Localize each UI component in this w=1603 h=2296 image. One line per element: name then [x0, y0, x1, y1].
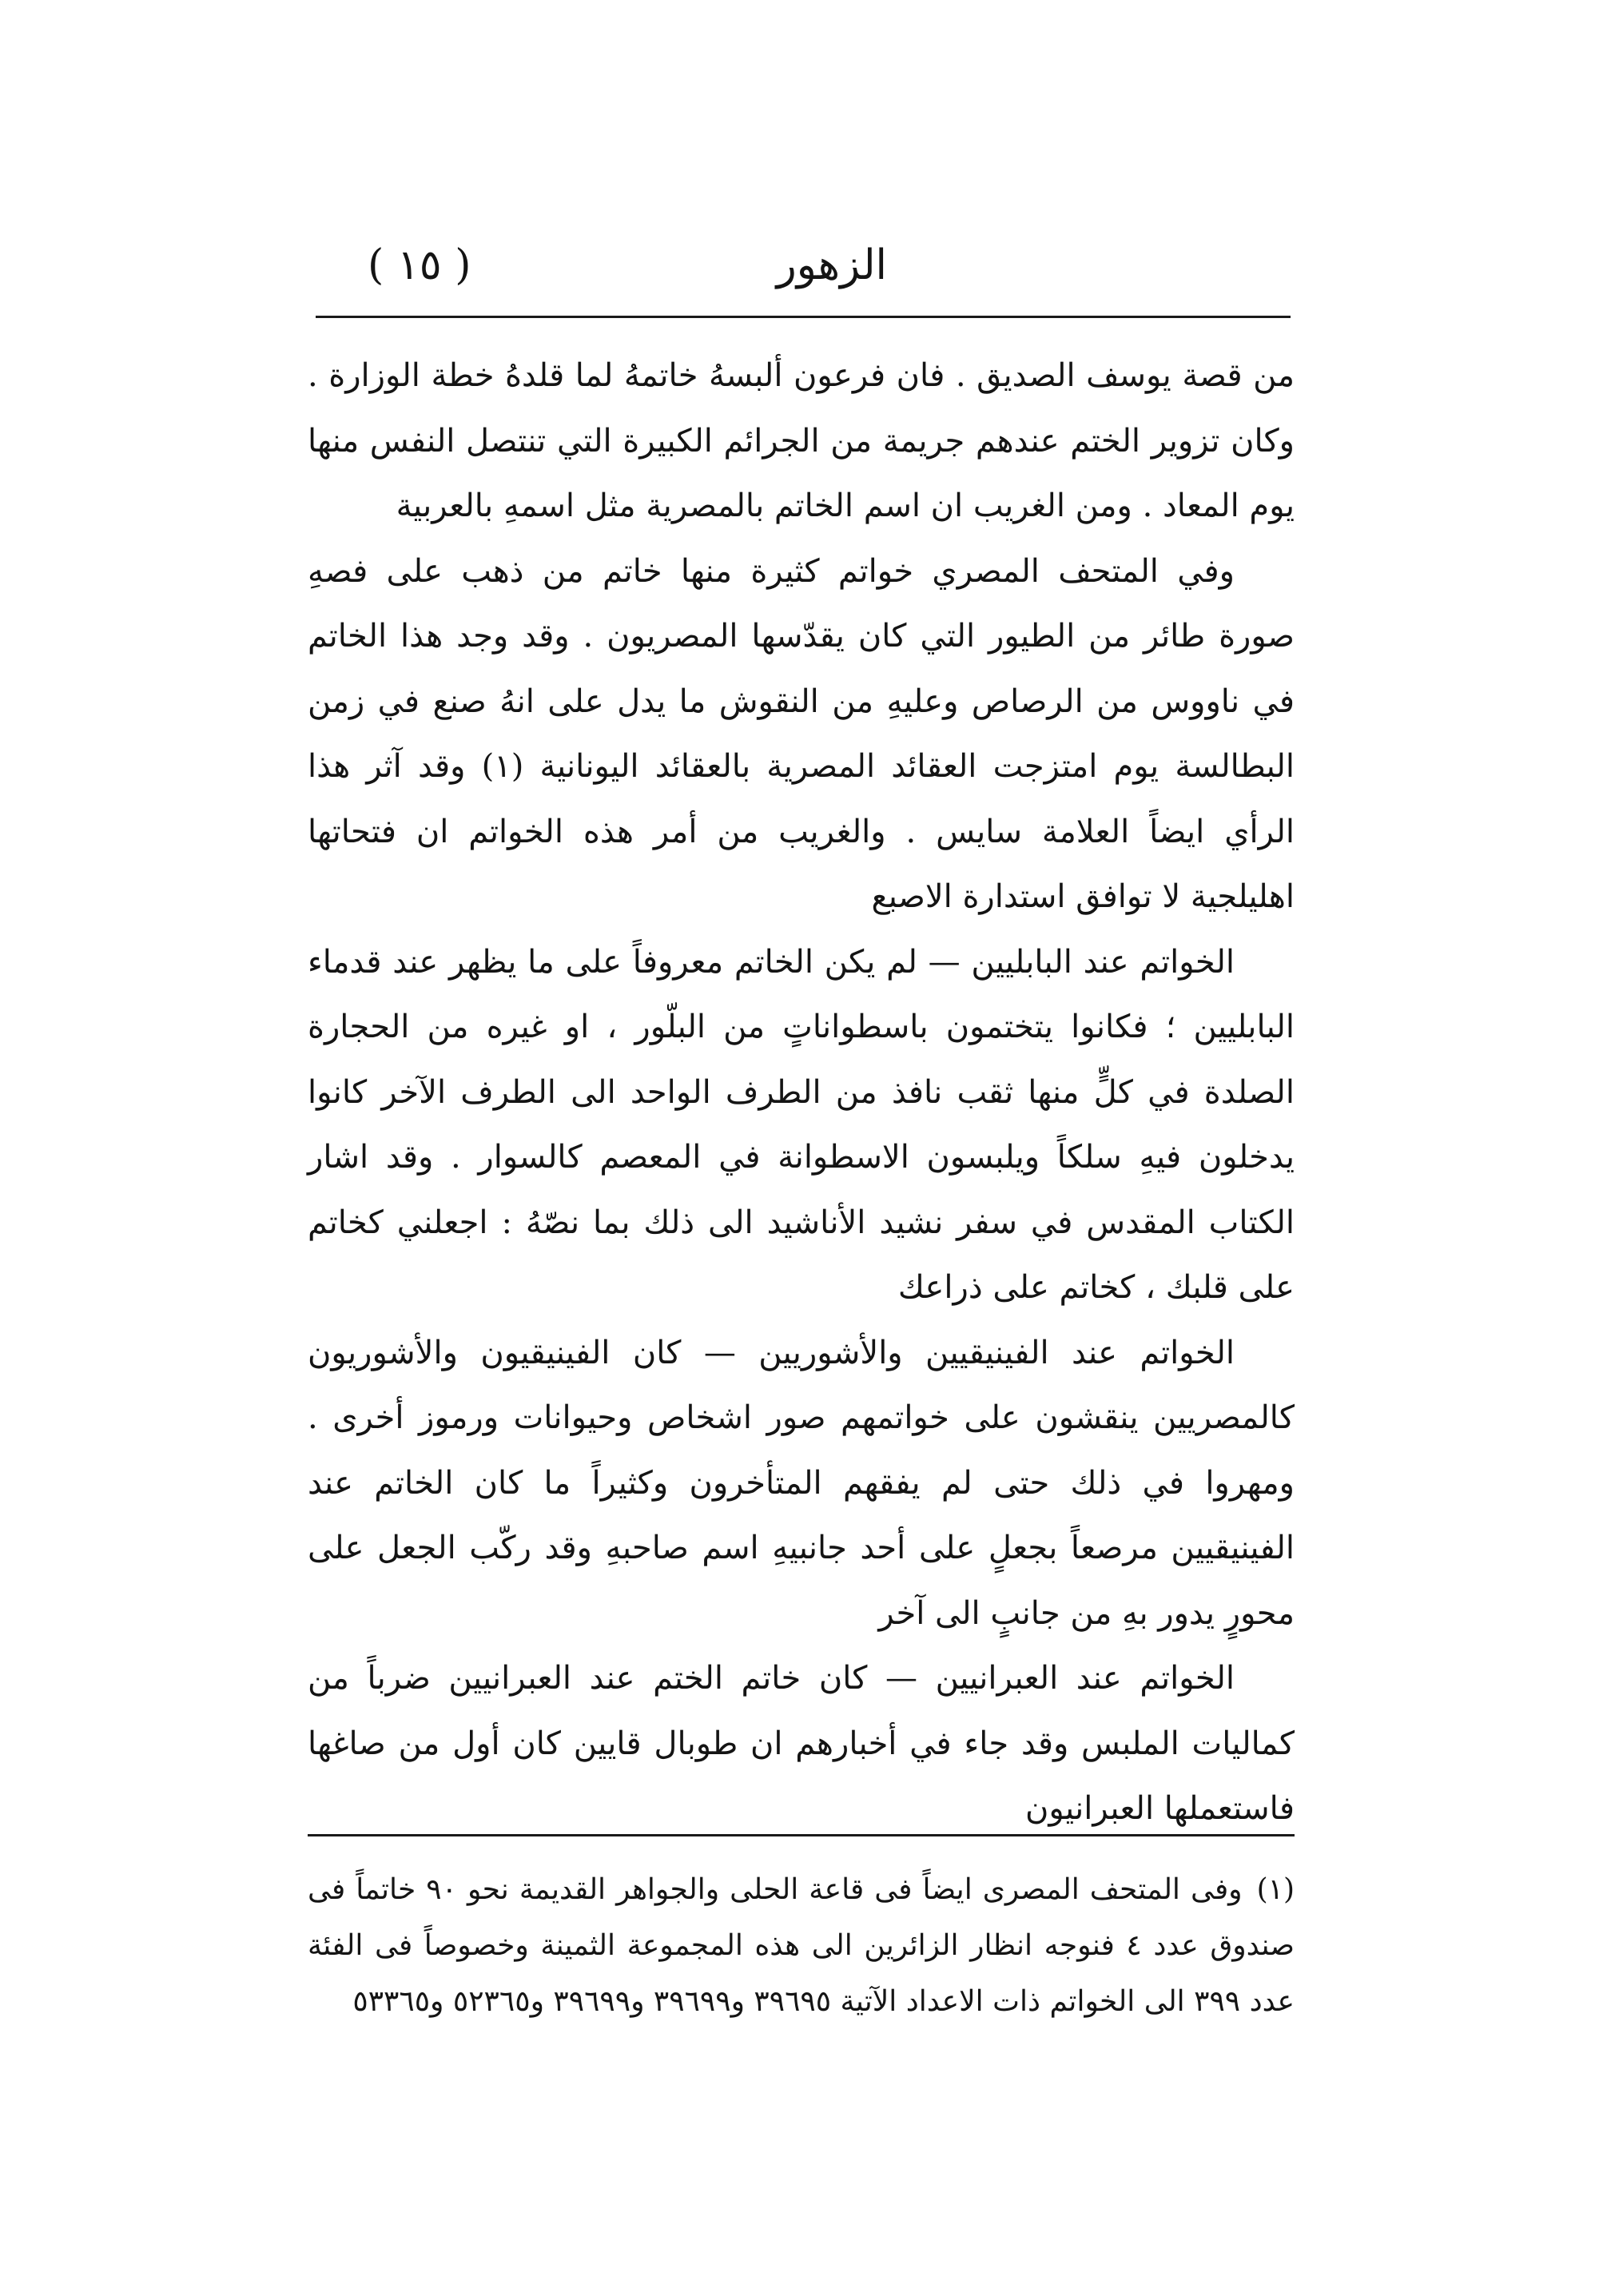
running-title: الزهور: [776, 241, 887, 289]
header-rule: [316, 316, 1291, 318]
footnote: [308, 1862, 1295, 2030]
body-text: [308, 344, 1295, 1842]
paragraph: من قصة يوسف الصديق . فان فرعون ألبسهُ خاتمهُ لما قلدهُ خطة الوزارة . وكان تزوير الختم عندهم جريمة من الجرائم الكبيرة التي تنتصل النفس منها يوم المعاد . ومن الغريب ان اسم الخاتم بالمصرية مثل اسمهِ بالعربية: [308, 357, 1295, 524]
paragraph: الخواتم عند البابليين — لم يكن الخاتم معروفاً على ما يظهر عند قدماء البابليين ؛ فكانوا يتختمون باسطواناتٍ من البلّور ، او غيره من الحجارة الصلدة في كلٍّ منها ثقب نافذ من الطرف الواحد الى الطرف الآخر كانوا يدخلون فيهِ سلكاً ويلبسون الاسطوانة في المعصم كالسوار . وقد اشار الكتاب المقدس في سفر نشيد الأناشيد الى ذلك بما نصّهُ : اجعلني كخاتم على قلبك ، كخاتم على ذراعك: [308, 943, 1295, 1306]
footnote-rule: [308, 1834, 1295, 1836]
footnote-paragraph: [308, 1862, 1295, 2030]
page-header: [320, 233, 1287, 297]
page-number: ( ١٥ ): [368, 241, 471, 289]
paragraph: الخواتم عند العبرانيين — كان خاتم الختم عند العبرانيين ضرباً من كماليات الملبس وقد جاء في أخبارهم ان طوبال قايين كان أول من صاغها فاستعملها العبرانيون: [308, 1660, 1295, 1827]
footnote-marker: (١): [1256, 1873, 1295, 1906]
paragraph: الخواتم عند الفينيقيين والأشوريين — كان الفينيقيون والأشوريون كالمصريين ينقشون على خواتمهم صور اشخاص وحيوانات ورموز أخرى . ومهروا في ذلك حتى لم يفقهم المتأخرون وكثيراً ما كان الخاتم عند الفينيقيين مرصعاً بجعلٍ على أحد جانبيهِ اسم صاحبهِ وقد ركّب الجعل على محورٍ يدور بهِ من جانبٍ الى آخر: [308, 1334, 1295, 1632]
paragraph: وفي المتحف المصري خواتم كثيرة منها خاتم من ذهب على فصهِ صورة طائر من الطيور التي كان يقدّسها المصريون . وقد وجد هذا الخاتم في ناووس من الرصاص وعليهِ من النقوش ما يدل على انهُ صنع في زمن البطالسة يوم امتزجت العقائد المصرية بالعقائد اليونانية (١) وقد آثر هذا الرأي ايضاً العلامة سايس . والغريب من أمر هذه الخواتم ان فتحاتها اهليلجية لا توافق استدارة الاصبع: [308, 552, 1295, 915]
footnote-text: وفى المتحف المصرى ايضاً فى قاعة الحلى والجواهر القديمة نحو ٩٠ خاتماً فى صندوق عدد ٤ فنوجه انظار الزائرين الى هذه المجموعة الثمينة وخصوصاً فى الفئة عدد ٣٩٩ الى الخواتم ذات الاعداد الآتية ٣٩٦٩٥ و٣٩٦٩٩ و٣٩٦٩٩ و٥٢٣٦٥ و٥٣٣٦٥: [308, 1873, 1295, 2018]
